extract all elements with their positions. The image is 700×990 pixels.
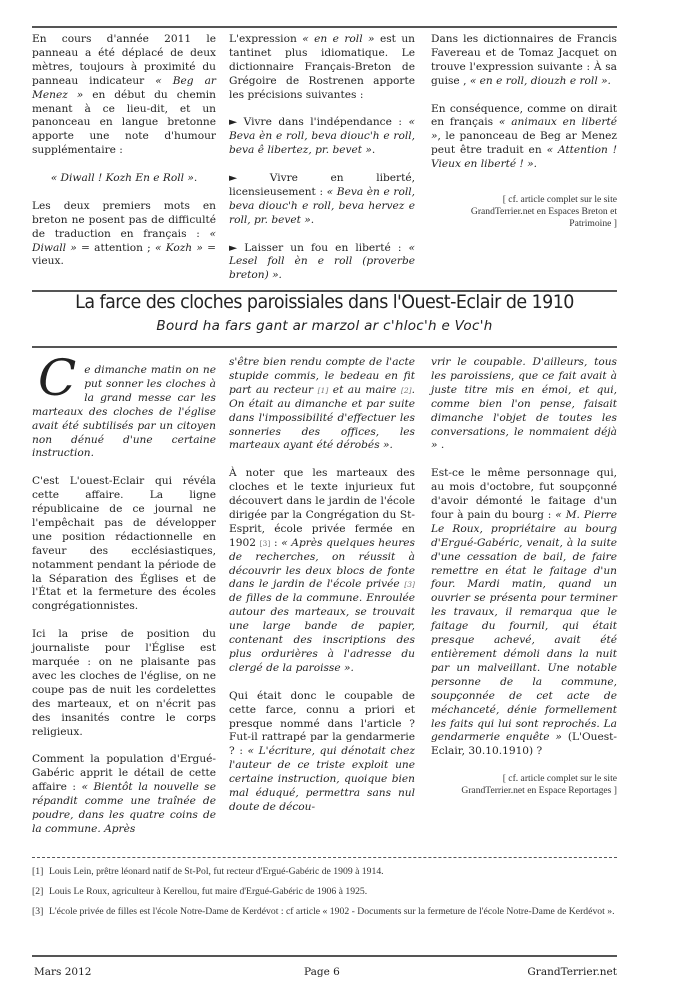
paragraph: C'est L'ouest-Eclair qui révéla cette affaire. La ligne républicaine de ce journal ne l'empêchait pas de développer une position rédactionnelle en faveur des ecclésiastiques, notamment pendant la période de la Séparation des Églises et de l'État et la fermeture des écoles congrégationnistes. (32, 475, 216, 613)
bullet-item (229, 242, 415, 284)
text: Comment la population d'Ergué-Gabéric apprit le détail de cette affaire : (32, 753, 216, 794)
text: en début du chemin menant à ce lieu-dit, et un panonceau en langue bretonne apporte une note d'humour supplémentaire : (32, 88, 217, 157)
text: Dans les dictionnaires de Francis Favereau et de Tomaz Jacquet on trouve l'expression suivante : À sa guise , (431, 33, 617, 87)
footnote-text: Louis Lein, prêtre léonard natif de St-Pol, fut recteur d'Ergué-Gabéric de 1909 à 1914. (49, 866, 384, 877)
article-column-2 (229, 356, 415, 815)
paragraph: Ici la prise de position du journaliste pour l'Église est marquée : on ne plaisante pas avec les cloches de l'église, on ne coupe pas de nuit les cordelettes des marteaux, et on n'écrit pas des insanités contre le corps religieux. (32, 628, 216, 738)
footer-date: Mars 2012 (34, 966, 92, 978)
paragraph (431, 33, 617, 89)
term: « Kozh » (154, 241, 203, 254)
paragraph (229, 33, 415, 103)
place-name: « Beg ar Menez » (32, 74, 216, 101)
drop-cap: C (38, 349, 77, 407)
footnote-ref-2[interactable]: [2] (400, 385, 412, 395)
article-column-1 (32, 349, 216, 837)
bullet-label: ► Vivre en liberté, licensieusement : (229, 172, 415, 198)
text: Les deux premiers mots en breton ne posent pas de difficulté de traduction en français : (32, 199, 216, 240)
bullet-quote: « Lesel foll èn e roll (proverbe breton) ». (229, 241, 415, 282)
text: L'expression (229, 33, 297, 45)
source-note: [ cf. article complet sur le site GrandTerrier.net en Espace Reportages ] (461, 773, 617, 797)
article-title: La farce des cloches paroissiales dans l'Ouest-Eclair de 1910 (75, 291, 574, 313)
newspaper-quote: « L'écriture, qui dénotait chez l'auteur de ce triste exploit une certaine instruction, quoique bien mal éduqué, permettra sans nul doute de décou- (229, 745, 415, 813)
citation: (L'Ouest-Eclair, 30.10.1910) ? (431, 731, 617, 758)
footer-rule (32, 955, 617, 957)
article-header-bottom-rule (32, 346, 617, 348)
text: . On était au dimanche et par suite dans l'impossibilité d'effectuer les sonneries des offices, les marteaux ayant été dérobés ». (229, 383, 416, 452)
bullet-label: ► Laisser un fou en liberté : (229, 241, 402, 254)
footnote-text: L'école privée de filles est l'école Notre-Dame de Kerdévot : cf article « 1902 - Documents sur la fermeture de l'école Notre-Dame de Kerdévot ». (49, 906, 615, 917)
lead-text: e dimanche matin on ne put sonner les cloches à la grand messe car les marteaux des cloches de l'église avait été subtilisés par un citoyen non dénué d'une certaine instruction. (32, 364, 216, 460)
translation: « Attention ! Vieux en liberté ! ». (431, 144, 618, 171)
bullet-item (229, 172, 415, 228)
newspaper-quote: « Bientôt la nouvelle se répandit comme une traînée de poudre, dans les quatre coins de la commune. Après (32, 781, 216, 835)
footnote-text: Louis Le Roux, agriculteur à Kerellou, fut maire d'Ergué-Gabéric de 1906 à 1925. (49, 886, 368, 897)
text: est un tantinet plus idiomatique. Le dictionnaire Français-Breton de Grégoire de Rostrenen apporte les précisions suivantes : (229, 33, 415, 101)
text: Est-ce le même personnage qui, au mois d'octobre, fut soupçonné d'avoir démonté le faitage d'un four à pain du bourg : (431, 467, 617, 521)
article-subtitle: Bourd ha fars gant ar marzol ar c'hloc'h e Voc'h (156, 318, 493, 334)
paragraph (229, 356, 415, 453)
paragraph (32, 753, 216, 836)
paragraph (431, 467, 617, 759)
text: : (273, 536, 278, 549)
newspaper-quote: de filles de la commune. Enroulée autour des marteaux, se trouvait une large bande de papier, contenant des inscriptions des plus ordurières à l'adresse du clergé de la paroisse ». (229, 592, 415, 674)
newspaper-quote: « Après quelques heures de recherches, on réussit à découvrir les deux blocs de fonte dans le jardin de l'école privée (229, 536, 415, 591)
sign-quote: « Diwall ! Kozh En e Roll ». (50, 172, 198, 185)
top-column-2 (229, 33, 415, 283)
top-rule (32, 26, 617, 28)
footnote-1 (32, 866, 617, 878)
paragraph: vrir le coupable. D'ailleurs, tous les paroissiens, que ce fait avait à juste titre mis en émoi, et qui, comme bien l'on pense, faisait dimanche l'objet de toutes les conversations, le nommaient déjà » . (431, 356, 617, 452)
footnote-separator (32, 857, 617, 858)
bullet-item (229, 116, 415, 158)
text: et au maire (332, 383, 397, 396)
lead-paragraph (32, 349, 216, 461)
top-column-3 (431, 33, 617, 230)
footer-site[interactable]: GrandTerrier.net (527, 966, 617, 978)
text: En conséquence, comme on dirait en français (431, 102, 617, 129)
text: s'être bien rendu compte de l'acte stupide commis, le bedeau en fit part au recteur (229, 356, 415, 396)
paragraph (229, 690, 415, 815)
term: « en e roll, diouzh e roll ». (469, 74, 611, 87)
top-column-1 (32, 33, 216, 269)
text: Qui était donc le coupable de cette farce, connu a priori et presque nommé dans l'article ? Fut-il rattrapé par la gendarmerie ? : (229, 689, 415, 758)
text: = vieux. (32, 241, 216, 268)
bullet-quote: « Beva èn e roll, beva diouc'h e roll, beva ê libertez, pr. bevet ». (229, 116, 415, 157)
footnote-number: [2] (32, 886, 44, 897)
text: À noter que les marteaux des cloches et le texte injurieux fut découvert dans le jardin de l'école dirigée par la Congrégation du St-Esprit, école privée fermée en 1902 (229, 467, 415, 549)
footnote-number: [3] (32, 906, 44, 917)
paragraph (32, 33, 216, 158)
footnote-ref-1[interactable]: [1] (317, 385, 329, 395)
footnote-ref-3[interactable]: [3] (404, 580, 416, 590)
footer-page-number: Page 6 (304, 966, 340, 978)
newspaper-quote: « M. Pierre Le Roux, propriétaire au bourg d'Ergué-Gabéric, venait, à la suite d'une cessation de bail, de faire remettre en état le faitage d'un four. Mardi matin, quand un ouvrier se présenta pour terminer les travaux, il remarqua que le faitage du fournil, qui était presque achevé, avait été entièrement démoli dans la nuit par un malveillant. Une notable personne de la commune, soupçonnée de cet acte de méchanceté, dénie formellement les faits qui lui sont reprochés. La gendarmerie enquête » (431, 508, 617, 744)
term: « en e roll » (302, 33, 375, 45)
source-note: [ cf. article complet sur le site GrandTerrier.net en Espaces Breton et Patrimoine ] (470, 194, 617, 230)
footnote-2 (32, 886, 617, 898)
paragraph (431, 103, 617, 173)
footnote-3 (32, 906, 617, 918)
text: En cours d'année 2011 le panneau a été déplacé de deux mètres, toujours à proximité du panneau indicateur (32, 33, 216, 87)
term: « animaux en liberté » (431, 116, 617, 143)
bullet-label: ► Vivre dans l'indépendance : (229, 116, 402, 129)
article-column-3 (431, 356, 617, 797)
bullet-quote: « Beva èn e roll, beva diouc'h e roll, beva hervez e roll, pr. bevet ». (229, 185, 415, 226)
paragraph (229, 467, 415, 676)
paragraph (32, 200, 216, 270)
footnote-ref-3[interactable]: [3] (259, 538, 271, 548)
term: « Diwall » (32, 227, 216, 254)
text: = attention ; (81, 241, 151, 254)
text: , le panonceau de Beg ar Menez peut être traduit en (431, 130, 617, 157)
footnote-number: [1] (32, 866, 44, 877)
